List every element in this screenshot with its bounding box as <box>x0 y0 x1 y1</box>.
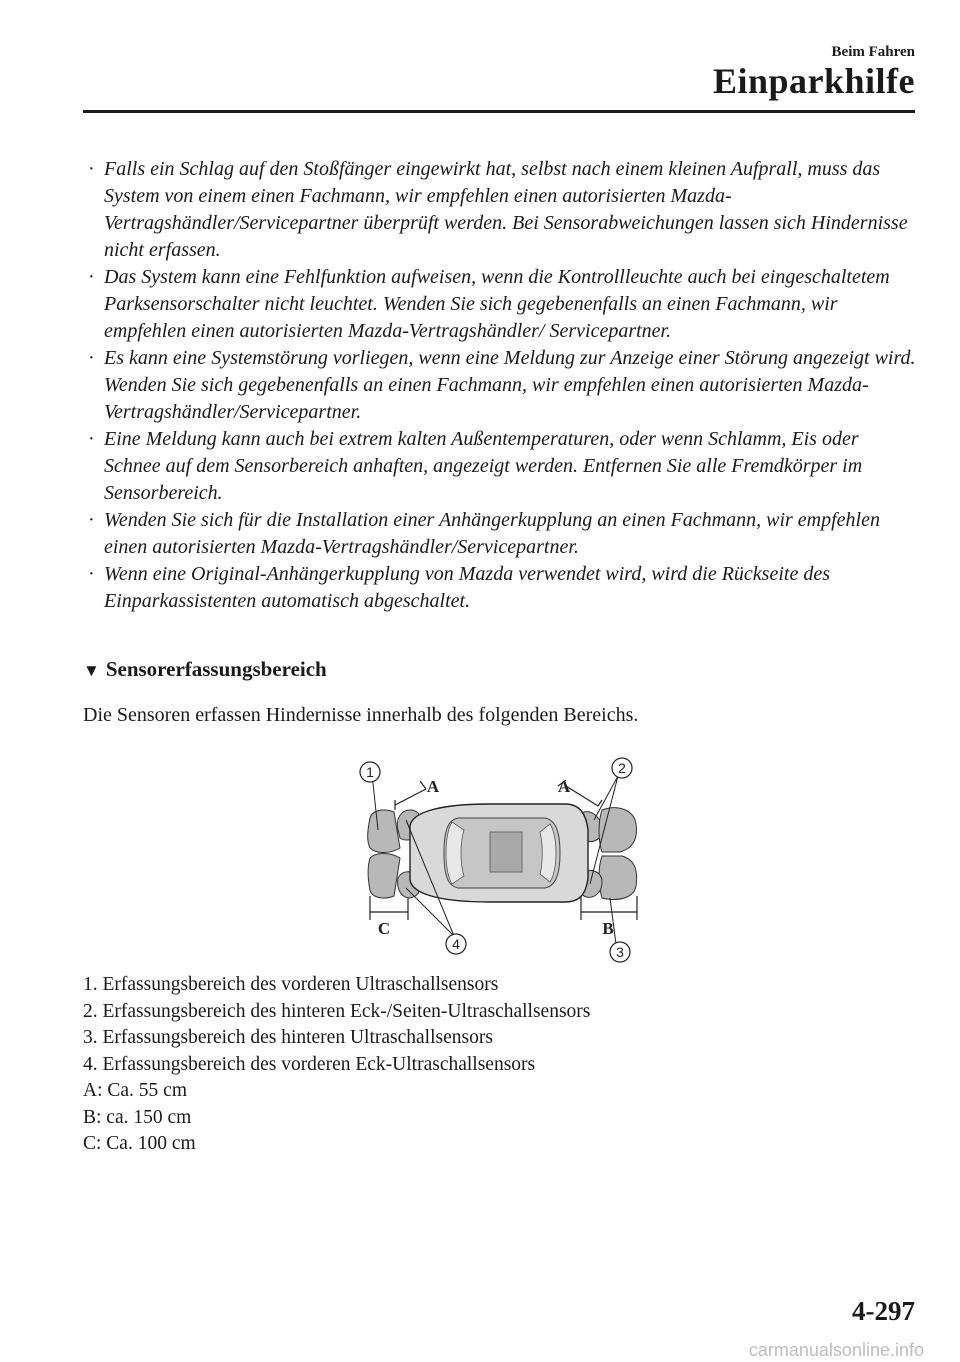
legend-item: 1. Erfassungsbereich des vorderen Ultraschallsensors <box>83 974 499 995</box>
bullet-marker: · <box>88 158 95 180</box>
rear-zone-lower <box>599 856 637 900</box>
dimension-label-c: C <box>377 919 391 938</box>
bullet-marker: · <box>88 428 95 450</box>
rear-zone-upper <box>599 808 636 852</box>
callout-4: 4 <box>452 936 460 952</box>
list-item <box>86 345 916 426</box>
legend-item: 3. Erfassungsbereich des hinteren Ultraschallsensors <box>83 1027 493 1048</box>
car-top-view <box>410 804 588 902</box>
bullet-marker: · <box>88 509 95 531</box>
legend-item: B: ca. 150 cm <box>83 1106 192 1128</box>
callout-2: 2 <box>618 760 626 776</box>
list-item <box>86 156 916 264</box>
section-intro: Die Sensoren erfassen Hindernisse innerhalb des folgenden Bereichs. <box>83 704 639 726</box>
bullet-marker: · <box>88 347 95 369</box>
callout-1: 1 <box>366 764 374 780</box>
legend-item: C: Ca. 100 cm <box>83 1133 196 1154</box>
sensor-range-diagram <box>340 748 660 963</box>
dimension-label-a-right: A <box>557 777 571 796</box>
legend-item: 2. Erfassungsbereich des hinteren Eck-/Seiten-Ultraschallsensors <box>83 1000 591 1022</box>
list-item-text: Wenden Sie sich für die Installation einer Anhängerkupplung an einen Fachmann, wir empfehlen einen autorisierten Mazda-Vertragshändler/Servicepartner. <box>104 509 880 558</box>
bullet-marker: · <box>88 563 95 585</box>
list-item-text: Das System kann eine Fehlfunktion aufweisen, wenn die Kontrollleuchte auch bei eingeschaltetem Parksensorschalter nicht leuchtet. Wenden Sie sich gegebenenfalls an einen Fachmann, wir empfehlen einen autorisierten Mazda-Vertragshändler/ Servicepartner. <box>104 266 890 342</box>
chapter-label: Beim Fahren <box>831 44 915 60</box>
page-number: 4-297 <box>852 1296 915 1326</box>
front-zone-upper <box>368 810 400 853</box>
list-item <box>86 426 916 507</box>
list-item-text: Eine Meldung kann auch bei extrem kalten Außentemperaturen, oder wenn Schlamm, Eis oder Schnee auf dem Sensorbereich anhaften, angezeigt werden. Entfernen Sie alle Fremdkörper im Sensorbereich. <box>104 428 863 504</box>
page-title: Einparkhilfe <box>712 61 915 101</box>
header-divider <box>83 110 915 113</box>
legend-item: 4. Erfassungsbereich des vorderen Eck-Ultraschallsensors <box>83 1053 536 1075</box>
list-item-text: Wenn eine Original-Anhängerkupplung von Mazda verwendet wird, wird die Rückseite des Einparkassistenten automatisch abgeschaltet. <box>104 563 830 612</box>
dimension-label-b: B <box>602 919 614 938</box>
diagram-legend <box>83 972 590 1158</box>
watermark: carmanualsonline.info <box>748 1340 924 1360</box>
list-item <box>86 561 916 615</box>
bullet-marker: · <box>88 266 95 288</box>
callout-3: 3 <box>616 944 624 960</box>
list-item-text: Falls ein Schlag auf den Stoßfänger eingewirkt hat, selbst nach einem kleinen Aufprall, muss das System von einem einen Fachmann, wir empfehlen einen autorisierten Mazda-Vertragshändler/Servicepartner überprüft werden. Bei Sensorabweichungen lassen sich Hindernisse nicht erfassen. <box>104 158 908 261</box>
list-item <box>86 264 916 345</box>
legend-item: A: Ca. 55 cm <box>83 1080 187 1101</box>
triangle-marker-icon: ▼ <box>83 661 100 680</box>
caution-list <box>86 156 916 615</box>
list-item-text: Es kann eine Systemstörung vorliegen, wenn eine Meldung zur Anzeige einer Störung angezeigt wird. Wenden Sie sich gegebenenfalls an einen Fachmann, wir empfehlen einen autorisierten Mazda-Vertragshändler/Servicepartner. <box>104 347 916 423</box>
dimension-label-a-left: A <box>426 777 440 796</box>
list-item <box>86 507 916 561</box>
section-heading-text: Sensorerfassungsbereich <box>105 657 327 681</box>
section-heading <box>83 657 327 682</box>
front-zone-lower <box>368 854 400 899</box>
